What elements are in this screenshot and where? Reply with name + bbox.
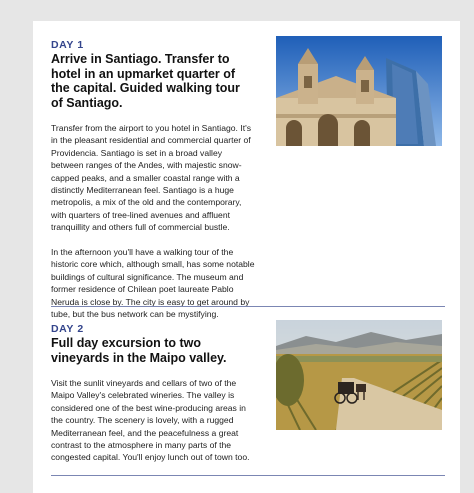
section-divider (51, 306, 445, 307)
day-1-body (51, 122, 256, 320)
day-1-paragraph: Transfer from the airport to you hotel in Santiago. It's in the pleasant residential and commercial quarter of Providencia. Santiago is set in a broad valley between ranges of the Andes, with majestic snow-capped peaks, and a smaller coastal range with a distinctly Mediterranean feel. Santiago is a huge metropolis, a mix of the old and the contemporary, with quarters of tree-lined avenues and affluent tranquillity and others full of commercial bustle. (51, 123, 252, 233)
day-2-label: DAY 2 (51, 323, 84, 335)
cathedral-photo-icon (276, 36, 442, 146)
day-2-title: Full day excursion to two vineyards in the Maipo valley. (51, 336, 227, 365)
day-1-label: DAY 1 (51, 39, 84, 51)
day-2-body (51, 377, 256, 464)
side-strip (460, 0, 474, 493)
itinerary-page (33, 21, 460, 493)
day-1-paragraph: In the afternoon you'll have a walking tour of the historic core which, although small, has some notable buildings of cultural significance. The museum and former residence of Chilean poet laureate Pablo Neruda is close by. The city is easy to get around by tube, but the bus network can be mystifying. (51, 247, 255, 320)
cathedral-photo (276, 36, 442, 146)
day-2-paragraph: Visit the sunlit vineyards and cellars of two of the Maipo Valley's celebrated wineries. The valley is considered one of the best wine-producing areas in the country. The scenery is lovely, with a rugged Mediterranean feel, and the peacefulness a great contrast to the atmosphere in many parts of the congested capital. You'll enjoy lunch out of town too. (51, 378, 250, 463)
day-1-title: Arrive in Santiago. Transfer to hotel in an upmarket quarter of the capital. Guided walking tour of Santiago. (51, 52, 240, 110)
section-divider (51, 475, 445, 476)
vineyard-photo-icon (276, 320, 442, 430)
vineyard-photo (276, 320, 442, 430)
